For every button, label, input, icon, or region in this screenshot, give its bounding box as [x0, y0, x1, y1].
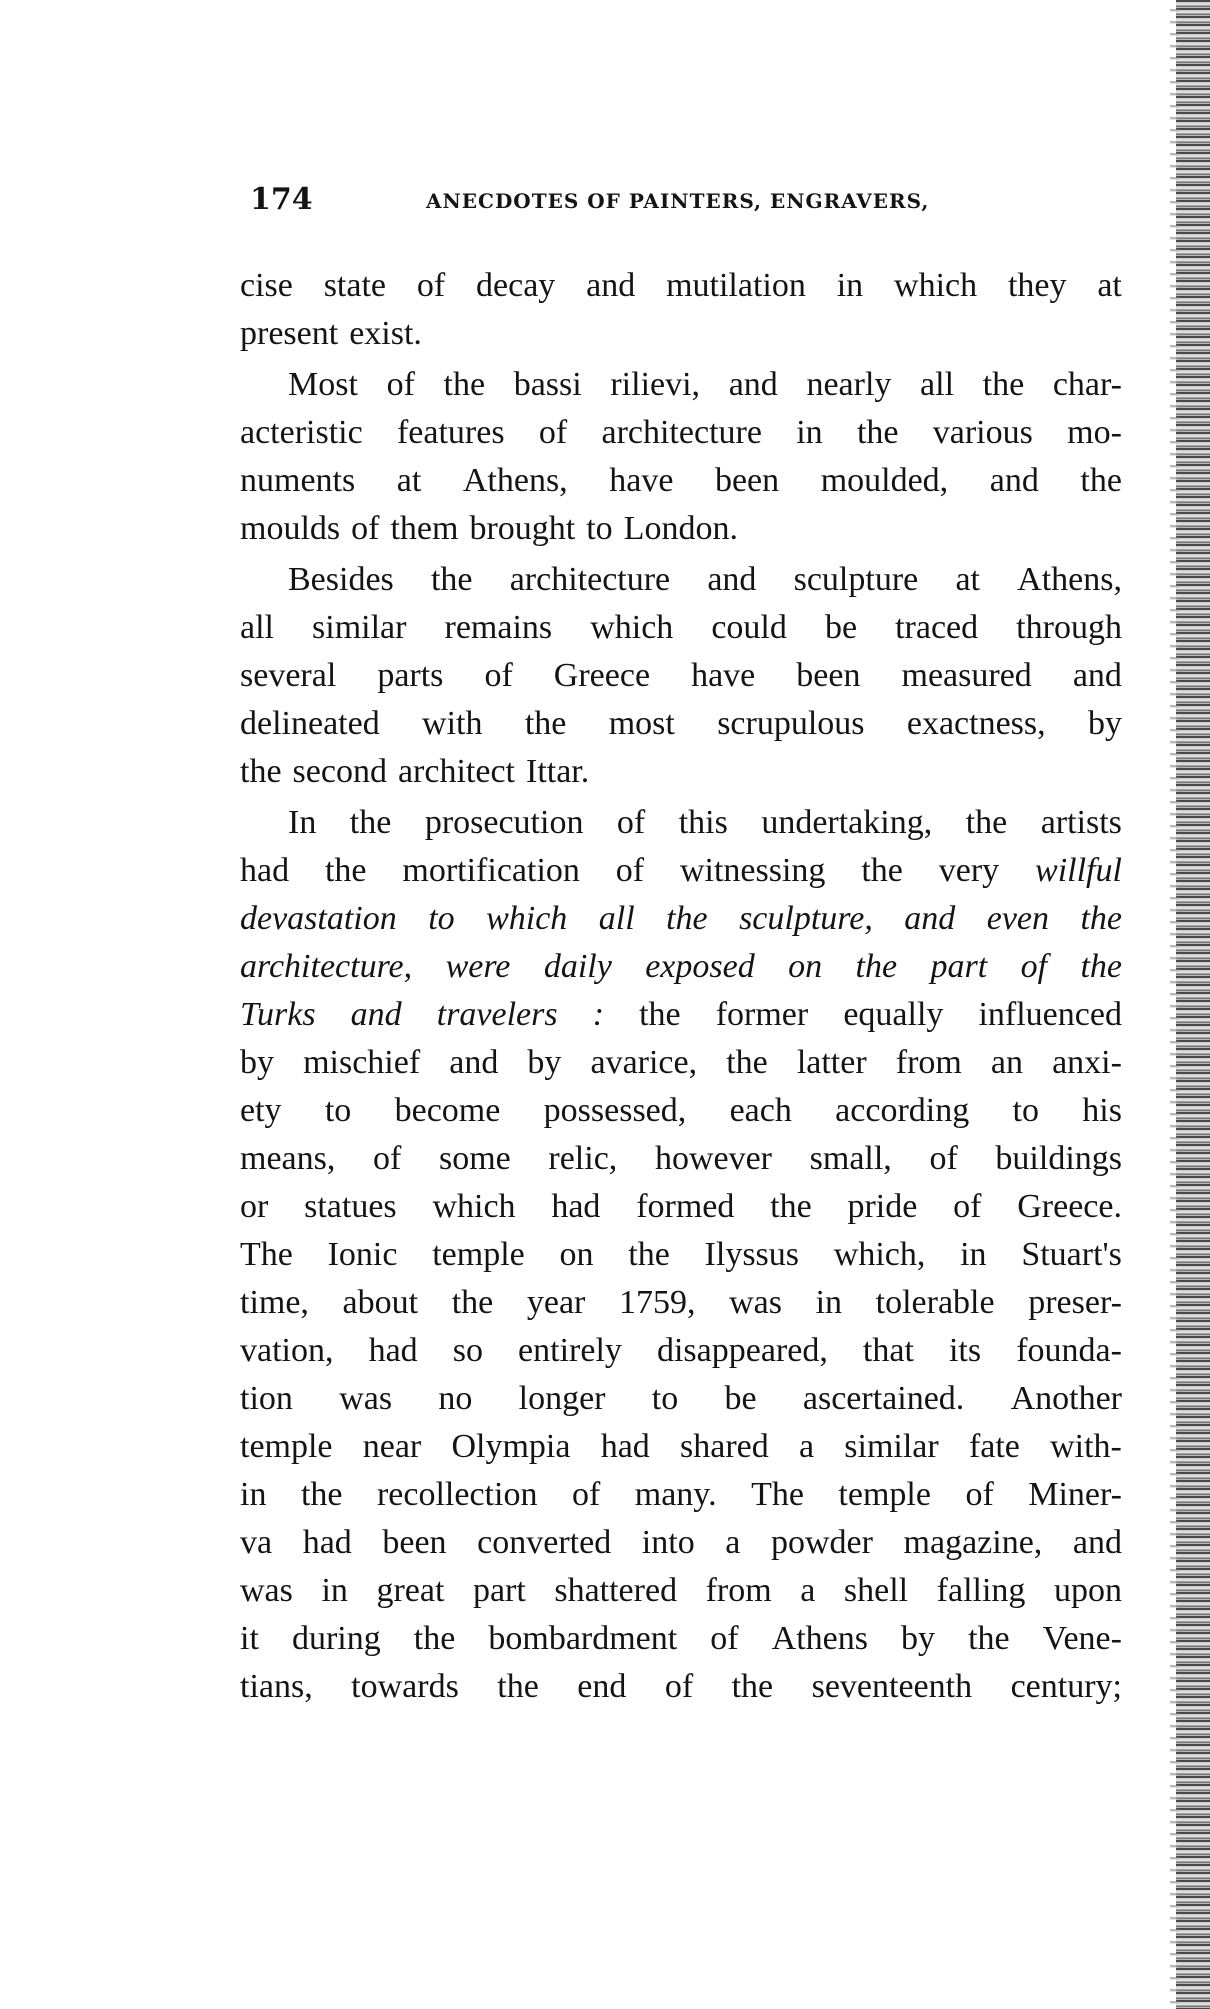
text-line	[240, 799, 1122, 847]
word: on	[559, 1236, 594, 1273]
text-line	[240, 1087, 1122, 1135]
word: been	[796, 657, 861, 694]
word: features	[396, 414, 505, 451]
word: was	[729, 1284, 782, 1321]
word: which,	[833, 1236, 926, 1273]
word: influenced	[978, 996, 1122, 1033]
word: and	[707, 561, 757, 598]
word: the	[413, 1620, 456, 1657]
word: :	[592, 996, 605, 1033]
word: the	[968, 1620, 1010, 1657]
word: of	[664, 1668, 694, 1705]
word: state	[323, 267, 387, 304]
text-line	[240, 1135, 1122, 1183]
word: had	[302, 1524, 352, 1561]
word: bassi	[513, 366, 582, 403]
word: shattered	[554, 1572, 678, 1609]
word: according	[835, 1092, 970, 1129]
word: and	[904, 900, 956, 937]
word: it	[240, 1620, 259, 1657]
word: even	[986, 900, 1050, 937]
word: part	[472, 1572, 526, 1609]
body-text	[240, 262, 1122, 1711]
text-line	[240, 1519, 1122, 1567]
page-edge	[1176, 0, 1210, 2009]
word: be	[824, 609, 858, 646]
word: which	[486, 900, 568, 937]
text-line	[240, 1615, 1122, 1663]
word: its	[948, 1332, 982, 1369]
word: longer	[518, 1380, 606, 1417]
word: to	[586, 510, 613, 547]
word: rilievi,	[610, 366, 701, 403]
word: Athens,	[462, 462, 568, 499]
text-line	[240, 700, 1122, 748]
word: In	[288, 804, 317, 841]
text-line	[240, 1279, 1122, 1327]
word: in	[815, 1284, 843, 1321]
word: during	[291, 1620, 381, 1657]
word: by	[1088, 705, 1122, 742]
word: moulds	[240, 510, 341, 547]
word: daily	[543, 948, 612, 985]
text-line	[240, 556, 1122, 604]
running-head: ANECDOTES OF PAINTERS, ENGRAVERS,	[426, 189, 930, 213]
word: and	[1072, 657, 1122, 694]
word: had	[600, 1428, 650, 1465]
word: vation,	[240, 1332, 334, 1369]
word: seventeenth	[811, 1668, 973, 1705]
word: the	[1080, 948, 1122, 985]
word: was	[240, 1572, 293, 1609]
word: char-	[1052, 366, 1122, 403]
word: which	[894, 267, 978, 304]
word: century;	[1010, 1668, 1122, 1705]
word: with-	[1050, 1428, 1122, 1465]
word: mo-	[1067, 414, 1122, 451]
word: Greece.	[1017, 1188, 1122, 1225]
word: witnessing	[679, 852, 826, 889]
word: willful	[1035, 852, 1122, 889]
word: formed	[636, 1188, 735, 1225]
word: founda-	[1016, 1332, 1122, 1369]
word: from	[895, 1044, 962, 1081]
word: Turks	[240, 996, 316, 1033]
word: the	[1080, 900, 1122, 937]
word: undertaking,	[761, 804, 933, 841]
word: falling	[936, 1572, 1026, 1609]
word: powder	[770, 1524, 873, 1561]
word: Vene-	[1042, 1620, 1122, 1657]
word: so	[452, 1332, 483, 1369]
word: ety	[240, 1092, 282, 1129]
word: which	[590, 609, 674, 646]
word: architecture	[509, 561, 671, 598]
word: were	[445, 948, 511, 985]
word: pride	[847, 1188, 918, 1225]
word: parts	[377, 657, 444, 694]
text-line	[240, 1471, 1122, 1519]
word: exposed	[645, 948, 755, 985]
text-line	[240, 409, 1122, 457]
word: similar	[844, 1428, 939, 1465]
word: tolerable	[875, 1284, 995, 1321]
word: part	[930, 948, 988, 985]
word: temple	[838, 1476, 931, 1513]
word: of	[615, 852, 645, 889]
word: relic,	[548, 1140, 618, 1177]
word: most	[608, 705, 675, 742]
text-line	[240, 991, 1122, 1039]
word: the	[497, 1668, 539, 1705]
text-line	[240, 505, 1122, 553]
word: had	[240, 852, 290, 889]
word: and	[1072, 1524, 1122, 1561]
word: however	[654, 1140, 772, 1177]
word: or	[240, 1188, 269, 1225]
word: year	[526, 1284, 586, 1321]
word: been	[714, 462, 780, 499]
word: 1759,	[618, 1284, 696, 1321]
word: recollection	[376, 1476, 538, 1513]
word: had	[368, 1332, 418, 1369]
word: former	[715, 996, 809, 1033]
word: of	[386, 366, 415, 403]
word: the	[451, 1284, 494, 1321]
word: and	[728, 366, 778, 403]
text-line	[240, 1183, 1122, 1231]
word: a	[800, 1572, 816, 1609]
word: through	[1016, 609, 1122, 646]
word: and	[586, 267, 636, 304]
word: and	[449, 1044, 499, 1081]
word: in	[321, 1572, 348, 1609]
word: Ittar.	[526, 753, 590, 790]
word: the	[1080, 462, 1122, 499]
word: Olympia	[451, 1428, 571, 1465]
word: of	[351, 510, 380, 547]
word: artists	[1040, 804, 1122, 841]
text-line	[240, 1663, 1122, 1711]
word: means,	[240, 1140, 336, 1177]
word: Ionic	[327, 1236, 398, 1273]
word: had	[551, 1188, 601, 1225]
word: of	[616, 804, 646, 841]
word: be	[724, 1380, 757, 1417]
word: near	[362, 1428, 422, 1465]
word: temple	[432, 1236, 525, 1273]
word: that	[862, 1332, 914, 1369]
text-line	[240, 748, 1122, 796]
word: the	[349, 804, 392, 841]
word: temple	[240, 1428, 333, 1465]
word: nearly	[806, 366, 892, 403]
word: the	[731, 1668, 774, 1705]
word: of	[538, 414, 568, 451]
word: of	[929, 1140, 958, 1177]
word: cise	[240, 267, 293, 304]
text-line	[240, 1423, 1122, 1471]
word: Most	[288, 366, 358, 403]
text-line	[240, 310, 1122, 358]
word: The	[240, 1236, 293, 1273]
word: of	[373, 1140, 402, 1177]
word: of	[571, 1476, 601, 1513]
word: great	[376, 1572, 445, 1609]
word: a	[798, 1428, 815, 1465]
word: to	[428, 900, 455, 937]
word: latter	[796, 1044, 867, 1081]
word: of	[416, 267, 446, 304]
word: avarice,	[590, 1044, 698, 1081]
word: they	[1007, 267, 1067, 304]
word: the	[965, 804, 1008, 841]
word: devastation	[240, 900, 397, 937]
word: similar	[312, 609, 407, 646]
word: become	[394, 1092, 501, 1129]
word: and	[989, 462, 1039, 499]
word: each	[729, 1092, 792, 1129]
text-line	[240, 1327, 1122, 1375]
word: sculpture	[793, 561, 919, 598]
word: ascertained.	[802, 1380, 965, 1417]
word: the	[443, 366, 486, 403]
word: to	[651, 1380, 679, 1417]
word: Another	[1010, 1380, 1122, 1417]
word: anxi-	[1052, 1044, 1122, 1081]
word: the	[726, 1044, 768, 1081]
word: some	[438, 1140, 511, 1177]
page-number: 174	[250, 182, 313, 217]
word: the	[861, 852, 903, 889]
word: the	[240, 753, 282, 790]
word: of	[953, 1188, 982, 1225]
word: Stuart's	[1021, 1236, 1122, 1273]
word: many.	[634, 1476, 717, 1513]
word: various	[932, 414, 1033, 451]
word: mortification	[402, 852, 580, 889]
word: to	[1012, 1092, 1039, 1129]
word: could	[711, 609, 787, 646]
text-line	[240, 1567, 1122, 1615]
word: and	[350, 996, 402, 1033]
word: this	[678, 804, 728, 841]
word: Athens,	[1017, 561, 1122, 598]
word: Miner-	[1028, 1476, 1122, 1513]
word: of	[1020, 948, 1048, 985]
word: been	[382, 1524, 447, 1561]
word: at	[955, 561, 980, 598]
word: tion	[240, 1380, 293, 1417]
word: Besides	[288, 561, 394, 598]
word: his	[1082, 1092, 1122, 1129]
word: in	[240, 1476, 267, 1513]
word: tians,	[240, 1668, 313, 1705]
word: delineated	[240, 705, 380, 742]
word: acteristic	[240, 414, 363, 451]
text-line	[240, 262, 1122, 310]
word: architecture	[601, 414, 762, 451]
word: the	[982, 366, 1025, 403]
word: architect	[397, 753, 515, 790]
word: fate	[968, 1428, 1020, 1465]
text-line	[240, 943, 1122, 991]
page-header	[250, 180, 1110, 230]
word: the	[856, 414, 899, 451]
word: preser-	[1028, 1284, 1122, 1321]
word: with	[422, 705, 483, 742]
word: bombardment	[488, 1620, 678, 1657]
word: sculpture,	[739, 900, 873, 937]
word: into	[641, 1524, 695, 1561]
word: time,	[240, 1284, 309, 1321]
word: moulded,	[820, 462, 949, 499]
word: upon	[1053, 1572, 1122, 1609]
word: end	[577, 1668, 627, 1705]
word: va	[240, 1524, 273, 1561]
word: converted	[477, 1524, 612, 1561]
word: brought	[469, 510, 576, 547]
word: all	[598, 900, 635, 937]
text-line	[240, 895, 1122, 943]
word: measured	[901, 657, 1032, 694]
word: in	[836, 267, 864, 304]
word: the	[666, 900, 708, 937]
word: of	[484, 657, 513, 694]
word: at	[1097, 267, 1122, 304]
text-line	[240, 457, 1122, 505]
word: the	[430, 561, 473, 598]
word: was	[339, 1380, 393, 1417]
word: of	[710, 1620, 739, 1657]
word: towards	[351, 1668, 459, 1705]
word: in	[960, 1236, 987, 1273]
word: small,	[809, 1140, 892, 1177]
word: architecture,	[240, 948, 413, 985]
word: in	[796, 414, 823, 451]
word: prosecution	[424, 804, 584, 841]
word: traced	[895, 609, 979, 646]
word: no	[438, 1380, 473, 1417]
word: London.	[623, 510, 738, 547]
word: the	[300, 1476, 343, 1513]
word: by	[901, 1620, 936, 1657]
word: very	[938, 852, 1000, 889]
word: mischief	[303, 1044, 421, 1081]
word: Ilyssus	[704, 1236, 800, 1273]
word: The	[751, 1476, 804, 1513]
word: Athens	[771, 1620, 868, 1657]
word: numents	[240, 462, 356, 499]
word: to	[324, 1092, 352, 1129]
word: the	[628, 1236, 670, 1273]
word: possessed,	[543, 1092, 687, 1129]
word: by	[240, 1044, 274, 1081]
word: of	[965, 1476, 994, 1513]
word: exist.	[349, 315, 422, 352]
word: the	[324, 852, 367, 889]
word: Greece	[553, 657, 651, 694]
text-line	[240, 1039, 1122, 1087]
word: all	[240, 609, 274, 646]
word: a	[725, 1524, 741, 1561]
word: several	[240, 657, 337, 694]
word: present	[240, 315, 339, 352]
word: shared	[680, 1428, 769, 1465]
word: have	[691, 657, 756, 694]
word: decay	[476, 267, 556, 304]
word: entirely	[518, 1332, 622, 1369]
word: shell	[843, 1572, 909, 1609]
text-line	[240, 847, 1122, 895]
word: the	[770, 1188, 812, 1225]
word: from	[705, 1572, 772, 1609]
word: mutilation	[666, 267, 806, 304]
word: second	[292, 753, 387, 790]
word: buildings	[995, 1140, 1122, 1177]
word: statues	[304, 1188, 397, 1225]
word: magazine,	[903, 1524, 1043, 1561]
text-line	[240, 1375, 1122, 1423]
word: equally	[843, 996, 944, 1033]
word: about	[342, 1284, 419, 1321]
word: an	[990, 1044, 1024, 1081]
word: the	[855, 948, 898, 985]
word: which	[432, 1188, 516, 1225]
word: travelers	[436, 996, 558, 1033]
word: on	[788, 948, 823, 985]
text-line	[240, 361, 1122, 409]
word: have	[609, 462, 674, 499]
word: by	[527, 1044, 562, 1081]
word: scrupulous	[717, 705, 865, 742]
word: remains	[444, 609, 553, 646]
text-line	[240, 1231, 1122, 1279]
word: at	[396, 462, 422, 499]
word: exactness,	[906, 705, 1046, 742]
word: the	[524, 705, 567, 742]
word: disappeared,	[656, 1332, 828, 1369]
text-line	[240, 652, 1122, 700]
text-line	[240, 604, 1122, 652]
word: the	[639, 996, 681, 1033]
word: them	[390, 510, 459, 547]
word: all	[920, 366, 955, 403]
